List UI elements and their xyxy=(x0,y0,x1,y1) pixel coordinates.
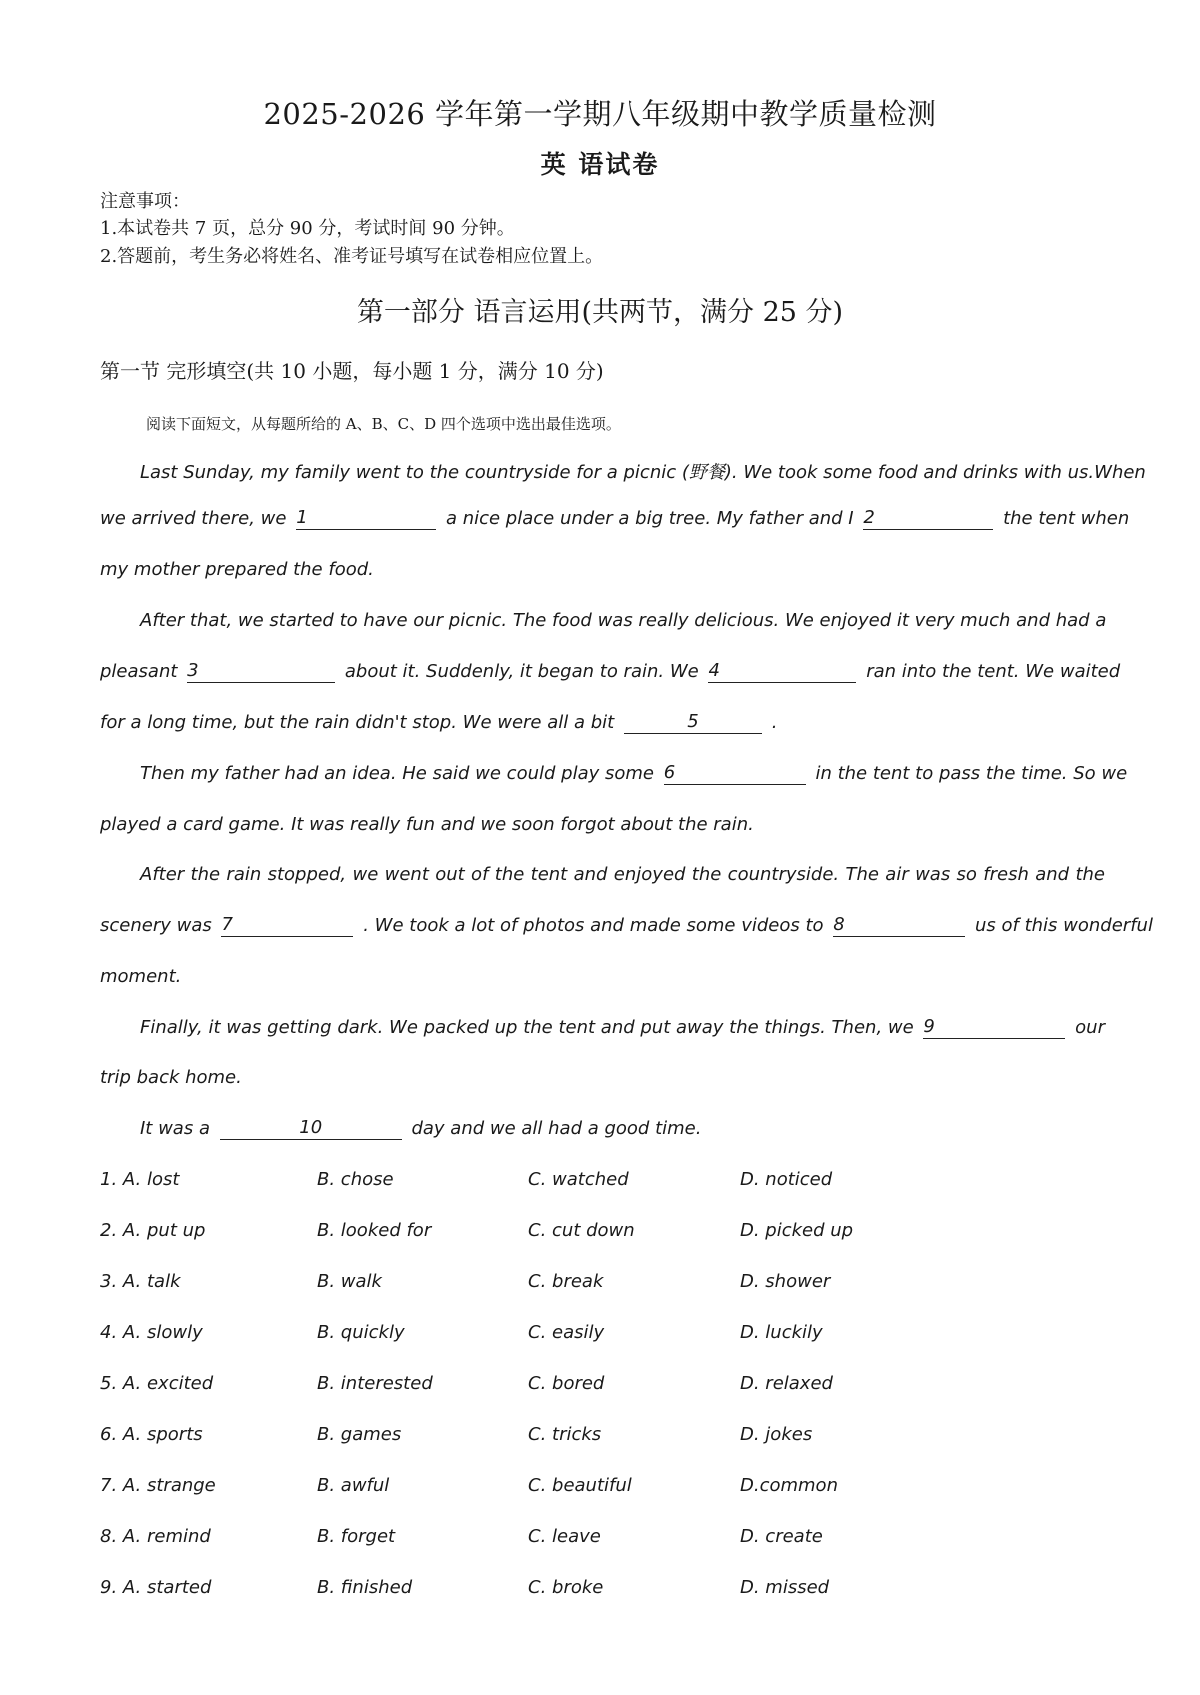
part-title: 第一部分 语言运用(共两节，满分 25 分) xyxy=(356,297,844,328)
answer-blank xyxy=(220,1117,402,1140)
option-c: C. beautiful xyxy=(528,1475,632,1496)
blank-number: 2 xyxy=(863,507,875,528)
option-a: 3. A. talk xyxy=(100,1271,181,1292)
notice-item: 2.答题前，考生务必将姓名、准考证号填写在试卷相应位置上。 xyxy=(100,246,604,267)
option-b: B. interested xyxy=(317,1373,433,1394)
passage-text: for a long time, but the rain didn't stop. We were all a bit xyxy=(100,712,615,733)
option-a: 2. A. put up xyxy=(100,1220,206,1241)
passage-text: my mother prepared the food. xyxy=(100,559,374,580)
passage-text: we arrived there, we xyxy=(100,508,287,529)
passage-text: pleasant xyxy=(100,661,178,682)
passage-text: us of this wonderful xyxy=(975,915,1153,936)
option-c: C. tricks xyxy=(528,1424,602,1445)
passage-line xyxy=(100,1067,1105,1088)
blank-number: 4 xyxy=(708,660,720,681)
section-title: 第一节 完形填空(共 10 小题，每小题 1 分，满分 10 分) xyxy=(100,359,604,383)
option-c: C. easily xyxy=(528,1322,605,1343)
passage-text: in the tent to pass the time. So we xyxy=(815,763,1128,784)
option-b: B. quickly xyxy=(317,1322,405,1343)
option-a: 7. A. strange xyxy=(100,1475,216,1496)
blank-number: 6 xyxy=(663,762,676,783)
blank-number: 5 xyxy=(687,711,699,732)
question-options-7 xyxy=(100,1475,1100,1501)
option-c: C. break xyxy=(528,1271,604,1292)
blank-number: 7 xyxy=(221,914,233,935)
question-options-8 xyxy=(100,1526,1100,1552)
passage-line xyxy=(100,966,1105,987)
instruction-text: 阅读下面短文，从每题所给的 A、B、C、D 四个选项中选出最佳选项。 xyxy=(146,415,621,433)
passage-line xyxy=(100,712,1105,734)
passage-line xyxy=(100,814,1105,835)
option-b: B. looked for xyxy=(317,1220,432,1241)
answer-blank xyxy=(187,660,335,683)
passage-text: ran into the tent. We waited xyxy=(866,661,1121,682)
option-b: B. finished xyxy=(317,1577,413,1598)
blank-number: 8 xyxy=(833,914,845,935)
passage-line xyxy=(140,864,1105,885)
question-options-4 xyxy=(100,1322,1100,1348)
passage-line xyxy=(100,507,1130,530)
option-a: 8. A. remind xyxy=(100,1526,211,1547)
option-d: D.common xyxy=(740,1475,838,1496)
option-a: 4. A. slowly xyxy=(100,1322,203,1343)
option-b: B. awful xyxy=(317,1475,390,1496)
passage-line xyxy=(140,458,1146,484)
passage-text: After the rain stopped, we went out of the tent and enjoyed the countryside. The air was so fresh and the xyxy=(140,864,1105,885)
answer-blank xyxy=(833,914,965,937)
passage-text: scenery was xyxy=(100,915,212,936)
passage-line xyxy=(140,1017,1105,1039)
answer-blank xyxy=(624,711,762,734)
option-d: D. shower xyxy=(740,1271,831,1292)
passage-line xyxy=(100,914,1153,937)
passage-line xyxy=(140,1118,1105,1140)
passage-line xyxy=(140,762,1128,785)
passage-line xyxy=(100,559,1105,580)
option-a: 1. A. lost xyxy=(100,1169,180,1190)
option-b: B. games xyxy=(317,1424,402,1445)
passage-text: a nice place under a big tree. My father and I xyxy=(445,508,854,529)
subject-title: 英 语试卷 xyxy=(540,150,660,179)
passage-text: Last Sunday, my family went to the countryside for a picnic (野餐). We took some food and drinks with us.When xyxy=(140,462,1146,483)
blank-number: 3 xyxy=(187,660,199,681)
option-d: D. noticed xyxy=(740,1169,833,1190)
answer-blank xyxy=(923,1016,1065,1039)
exam-title: 2025-2026 学年第一学期八年级期中教学质量检测 xyxy=(263,97,937,131)
option-c: C. leave xyxy=(528,1526,601,1547)
option-a: 9. A. started xyxy=(100,1577,212,1598)
option-d: D. create xyxy=(740,1526,823,1547)
passage-text: trip back home. xyxy=(100,1067,242,1088)
answer-blank xyxy=(221,914,353,937)
question-options-2 xyxy=(100,1220,1100,1246)
answer-blank xyxy=(863,507,993,530)
passage-text: day and we all had a good time. xyxy=(411,1118,702,1139)
option-d: D. jokes xyxy=(740,1424,813,1445)
option-a: 6. A. sports xyxy=(100,1424,203,1445)
option-a: 5. A. excited xyxy=(100,1373,214,1394)
passage-line xyxy=(140,610,1105,631)
question-options-9 xyxy=(100,1577,1100,1603)
passage-line xyxy=(100,660,1121,683)
passage-text: . xyxy=(771,712,778,733)
question-options-6 xyxy=(100,1424,1100,1450)
passage-text: the tent when xyxy=(1003,508,1130,529)
option-c: C. cut down xyxy=(528,1220,635,1241)
option-b: B. chose xyxy=(317,1169,394,1190)
passage-text: moment. xyxy=(100,966,182,987)
option-c: C. bored xyxy=(528,1373,605,1394)
question-options-1 xyxy=(100,1169,1100,1195)
blank-number: 9 xyxy=(923,1016,935,1037)
answer-blank xyxy=(708,660,856,683)
blank-number: 1 xyxy=(296,507,308,528)
notice-item: 1.本试卷共 7 页，总分 90 分，考试时间 90 分钟。 xyxy=(100,218,515,239)
passage-text: played a card game. It was really fun and we soon forgot about the rain. xyxy=(100,814,754,835)
passage-text: our xyxy=(1075,1017,1105,1038)
blank-number: 10 xyxy=(299,1117,323,1138)
passage-text: Then my father had an idea. He said we could play some xyxy=(140,763,654,784)
option-b: B. walk xyxy=(317,1271,382,1292)
answer-blank xyxy=(296,507,436,530)
option-d: D. luckily xyxy=(740,1322,823,1343)
passage-text: After that, we started to have our picnic. The food was really delicious. We enjoyed it very much and had a xyxy=(140,610,1107,631)
option-d: D. missed xyxy=(740,1577,830,1598)
passage-text: about it. Suddenly, it began to rain. We xyxy=(344,661,699,682)
option-c: C. watched xyxy=(528,1169,629,1190)
question-options-5 xyxy=(100,1373,1100,1399)
question-options-3 xyxy=(100,1271,1100,1297)
option-c: C. broke xyxy=(528,1577,604,1598)
passage-text: . We took a lot of photos and made some videos to xyxy=(363,915,824,936)
option-b: B. forget xyxy=(317,1526,396,1547)
passage-text: Finally, it was getting dark. We packed up the tent and put away the things. Then, we xyxy=(140,1017,914,1038)
passage-text: It was a xyxy=(140,1118,210,1139)
answer-blank xyxy=(663,762,806,785)
option-d: D. picked up xyxy=(740,1220,854,1241)
option-d: D. relaxed xyxy=(740,1373,833,1394)
notice-heading: 注意事项： xyxy=(100,191,190,212)
